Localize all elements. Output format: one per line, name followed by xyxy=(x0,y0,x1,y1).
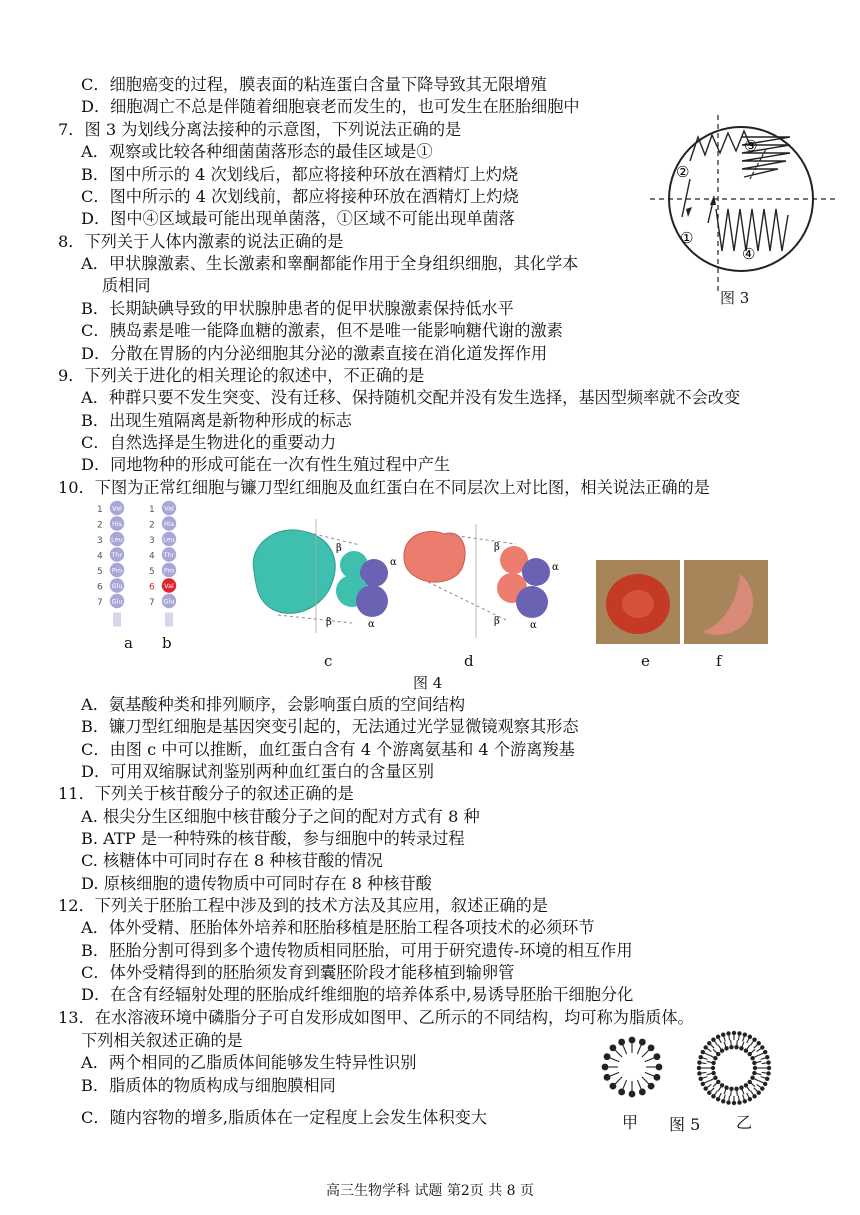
chain_b-position-number: 4 xyxy=(149,551,155,562)
text-line: B. ATP 是一种特殊的核苷酸，参与细胞中的转录过程 xyxy=(81,829,465,848)
chain_a-residue-name: His xyxy=(111,520,123,528)
page-footer: 高三生物学科 试题 第2页 共 8 页 xyxy=(325,1183,535,1199)
text-line: 下列相关叙述正确的是 xyxy=(81,1031,243,1050)
chain_a-residue-name: Pro xyxy=(111,566,123,575)
svg-text:α: α xyxy=(390,557,397,568)
text-line: B．长期缺碘导致的甲状腺肿患者的促甲状腺激素保持低水平 xyxy=(81,299,514,318)
text-line: 质相同 xyxy=(102,276,151,295)
text-line: A．甲状腺激素、生长激素和睾酮都能作用于全身组织细胞，其化学本 xyxy=(81,254,579,273)
text-line: A．氨基酸种类和排列顺序，会影响蛋白质的空间结构 xyxy=(81,695,466,714)
figure-4-label-c: c xyxy=(324,652,333,670)
zone-label-4: ④ xyxy=(742,245,756,263)
figure-4-chain-a xyxy=(94,500,134,630)
svg-text:β: β xyxy=(494,542,500,553)
chain_b-position-number: 7 xyxy=(149,598,155,608)
svg-text:α: α xyxy=(530,620,537,631)
figure-4-normal-rbc-photo xyxy=(596,560,680,644)
zone-label-1: ① xyxy=(680,229,694,247)
zone-label-3: ③ xyxy=(744,137,758,155)
text-line: D．同地物种的形成可能在一次有性生殖过程中产生 xyxy=(81,455,451,474)
figure-3-streak-plate xyxy=(650,115,835,295)
text-line: D．在含有经辐射处理的胚胎成纤维细胞的培养体系中,易诱导胚胎干细胞分化 xyxy=(81,985,634,1004)
text-line: D．细胞凋亡不总是伴随着细胞衰老而发生的，也可发生在胚胎细胞中 xyxy=(81,97,580,116)
text-line: C．细胞癌变的过程，膜表面的粘连蛋白含量下降导致其无限增殖 xyxy=(81,75,547,94)
zone-label-2: ② xyxy=(676,163,690,181)
text-line: C. 核糖体中可同时存在 8 种核苷酸的情况 xyxy=(81,851,383,870)
figure-5-label-yi: 乙 xyxy=(736,1113,753,1132)
text-line: B．胚胎分割可得到多个遗传物质相同胚胎，可用于研究遗传-环境的相互作用 xyxy=(81,941,633,960)
text-line: C．体外受精得到的胚胎须发育到囊胚阶段才能移植到输卵管 xyxy=(81,963,515,982)
svg-text:β: β xyxy=(336,543,342,554)
text-line: A．观察或比较各种细菌菌落形态的最佳区域是① xyxy=(81,142,433,161)
figure-4-label-d: d xyxy=(464,652,474,670)
figure-4-chain-b xyxy=(146,500,186,630)
figure-4-label-a: a xyxy=(124,634,133,652)
chain_b-residue-name: Glu xyxy=(163,597,175,606)
svg-text:β: β xyxy=(494,616,500,627)
chain_a-position-number: 3 xyxy=(97,536,103,546)
chain_a-residue-name: Thr xyxy=(111,551,123,559)
figure-3-caption: 图 3 xyxy=(720,289,750,307)
chain_a-position-number: 6 xyxy=(97,582,103,593)
chain_a-chain-tail xyxy=(113,613,121,627)
figure-5-liposome-jia xyxy=(600,1034,664,1100)
chain_b-residue-name: Leu xyxy=(163,535,175,544)
figure-4-sickle-hemoglobin xyxy=(398,520,563,640)
chain_b-chain-tail xyxy=(165,613,173,627)
text-line: A．体外受精、胚胎体外培养和胚胎移植是胚胎工程各项技术的必须环节 xyxy=(81,918,595,937)
svg-text:α: α xyxy=(552,562,559,573)
chain_b-residue-name: Val xyxy=(164,582,174,590)
text-line: B．图中所示的 4 次划线后，都应将接种环放在酒精灯上灼烧 xyxy=(81,165,519,184)
text-line: A. 根尖分生区细胞中核苷酸分子之间的配对方式有 8 种 xyxy=(81,807,480,826)
text-line: C．图中所示的 4 次划线前，都应将接种环放在酒精灯上灼烧 xyxy=(81,187,519,206)
chain_b-residue-name: Pro xyxy=(163,566,175,575)
figure-4-caption: 图 4 xyxy=(413,674,443,692)
figure-4-normal-hemoglobin xyxy=(240,515,400,635)
text-line: C．随内容物的增多,脂质体在一定程度上会发生体积变大 xyxy=(81,1108,488,1127)
text-line: D. 原核细胞的遗传物质中可同时存在 8 种核苷酸 xyxy=(81,874,432,893)
chain_a-position-number: 7 xyxy=(97,598,103,608)
chain_b-position-number: 2 xyxy=(149,520,155,531)
figure-5-liposome-yi xyxy=(696,1030,772,1106)
text-line: C．自然选择是生物进化的重要动力 xyxy=(81,433,337,452)
chain_b-position-number: 3 xyxy=(149,536,155,546)
figure-4-sickle-rbc-photo xyxy=(684,560,768,644)
chain_a-position-number: 4 xyxy=(97,551,103,562)
chain_a-position-number: 5 xyxy=(97,567,103,577)
chain_a-position-number: 1 xyxy=(97,505,103,515)
chain_a-residue-name: Leu xyxy=(111,535,123,544)
text-line: 10．下图为正常红细胞与镰刀型红细胞及血红蛋白在不同层次上对比图，相关说法正确的是 xyxy=(58,478,710,497)
text-line: D．分散在胃肠的内分泌细胞其分泌的激素直接在消化道发挥作用 xyxy=(81,344,548,363)
text-line: D．图中④区域最可能出现单菌落，①区域不可能出现单菌落 xyxy=(81,209,515,228)
figure-4-label-b: b xyxy=(162,634,172,652)
text-line: 11．下列关于核苷酸分子的叙述正确的是 xyxy=(58,784,354,803)
figure-4-label-e: e xyxy=(641,652,650,670)
chain_a-residue-name: Glu xyxy=(111,597,123,606)
chain_b-residue-name: Thr xyxy=(163,551,175,559)
text-line: B．脂质体的物质构成与细胞膜相同 xyxy=(81,1076,336,1095)
text-line: B．出现生殖隔离是新物种形成的标志 xyxy=(81,411,352,430)
text-line: C．胰岛素是唯一能降血糖的激素，但不是唯一能影响糖代谢的激素 xyxy=(81,321,563,340)
text-line: C．由图 c 中可以推断，血红蛋白含有 4 个游离氨基和 4 个游离羧基 xyxy=(81,740,575,759)
figure-4-label-f: f xyxy=(716,652,722,670)
chain_b-position-number: 6 xyxy=(149,582,155,593)
svg-text:α: α xyxy=(368,619,375,630)
text-line: 8．下列关于人体内激素的说法正确的是 xyxy=(58,232,344,251)
svg-text:β: β xyxy=(326,617,332,628)
text-line: A．种群只要不发生突变、没有迁移、保持随机交配并没有发生选择，基因型频率就不会改变 xyxy=(81,388,741,407)
text-line: 7．图 3 为划线分离法接种的示意图，下列说法正确的是 xyxy=(58,120,462,139)
chain_b-position-number: 5 xyxy=(149,567,155,577)
text-line: A．两个相同的乙脂质体间能够发生特异性识别 xyxy=(81,1053,417,1072)
chain_a-residue-name: Glu xyxy=(111,582,123,590)
text-line: 13．在水溶液环境中磷脂分子可自发形成如图甲、乙所示的不同结构，均可称为脂质体。 xyxy=(58,1008,694,1027)
figure-5-label-jia: 甲 xyxy=(622,1113,639,1132)
text-line: D．可用双缩脲试剂鉴别两种血红蛋白的含量区别 xyxy=(81,762,434,781)
figure-5-caption: 图 5 xyxy=(669,1115,701,1134)
chain_b-position-number: 1 xyxy=(149,505,155,515)
text-line: 12．下列关于胚胎工程中涉及到的技术方法及其应用，叙述正确的是 xyxy=(58,896,549,915)
chain_a-position-number: 2 xyxy=(97,520,103,531)
text-line: B．镰刀型红细胞是基因突变引起的，无法通过光学显微镜观察其形态 xyxy=(81,717,579,736)
chain_b-residue-name: His xyxy=(163,520,175,528)
chain_a-residue-name: Val xyxy=(112,504,122,513)
chain_b-residue-name: Val xyxy=(164,504,174,513)
text-line: 9．下列关于进化的相关理论的叙述中，不正确的是 xyxy=(58,366,425,385)
